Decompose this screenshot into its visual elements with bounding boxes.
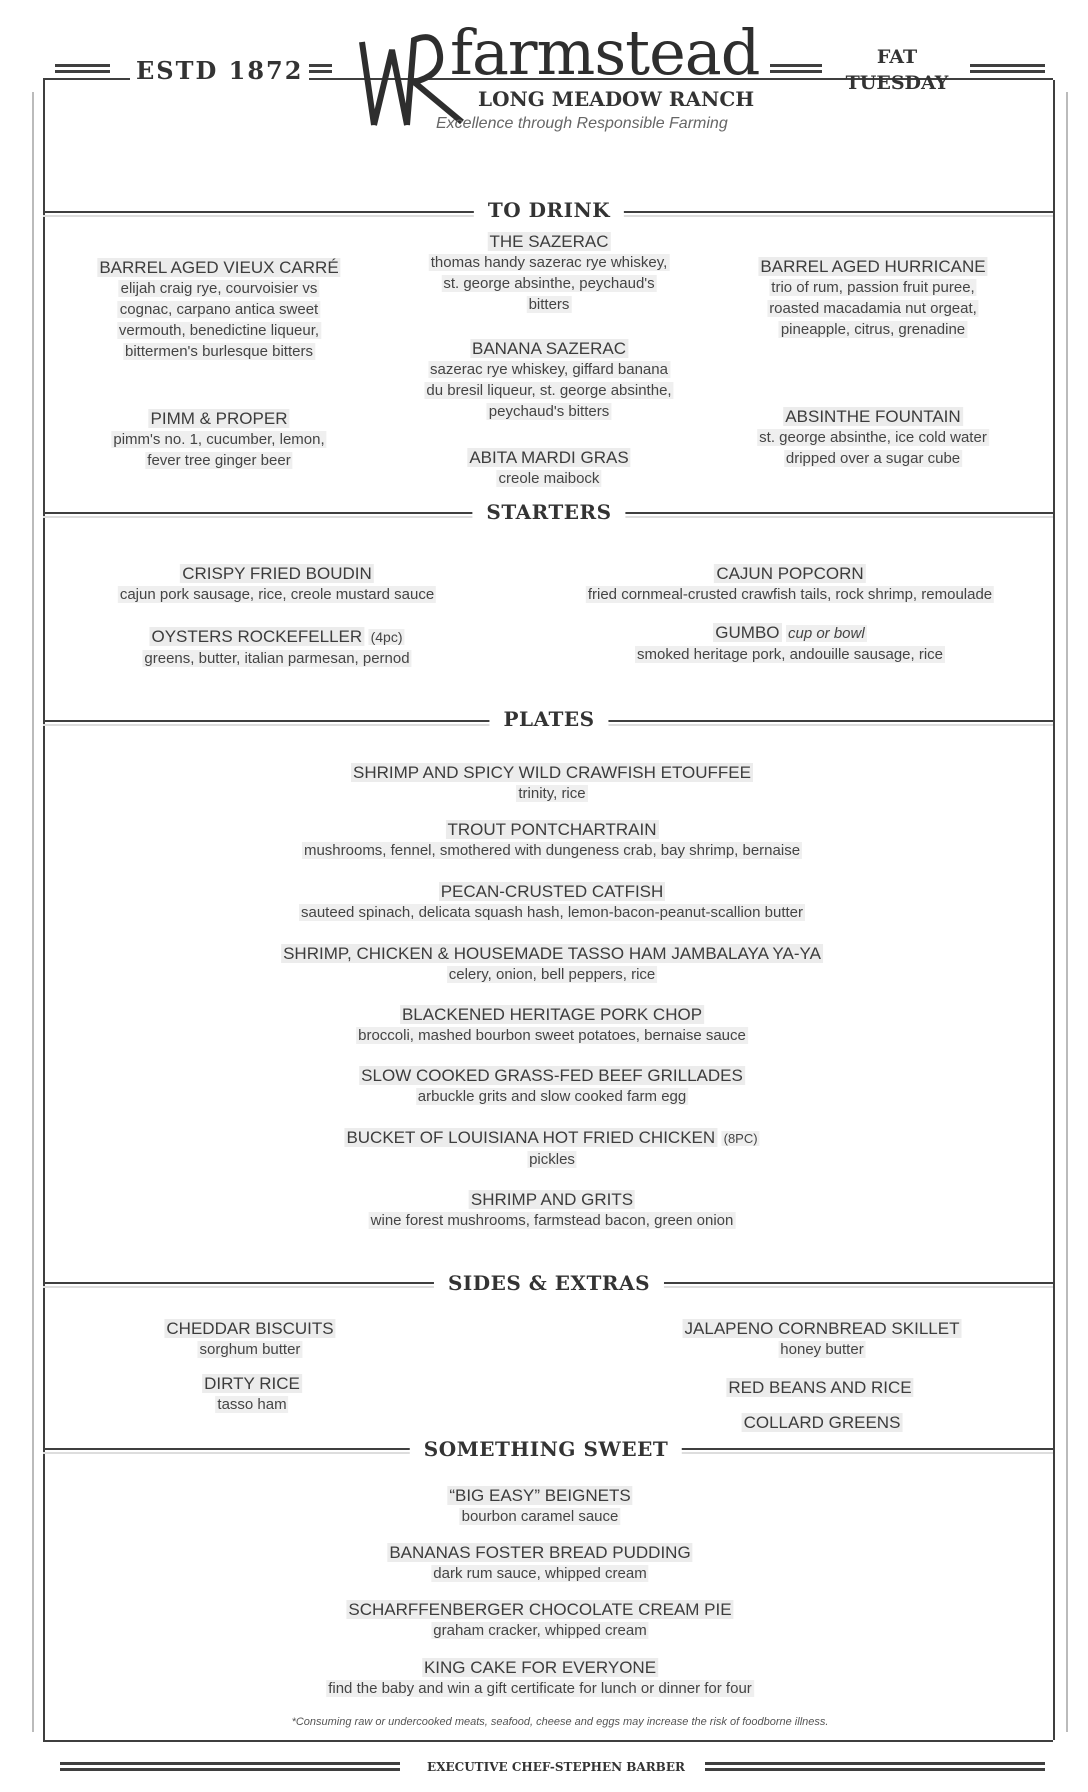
menu-item (202, 1373, 302, 1415)
item-name: BANANA SAZERAC (472, 339, 626, 358)
item-name: KING CAKE FOR EVERYONE (423, 1658, 657, 1677)
item-name: BLACKENED HERITAGE PORK CHOP (401, 1005, 703, 1024)
item-name: SHRIMP AND GRITS (470, 1190, 634, 1209)
tagline: Excellence through Responsible Farming (436, 115, 728, 132)
item-desc: mushrooms, fennel, smothered with dungeness crab, bay shrimp, bernaise (303, 842, 801, 859)
menu-item (359, 1065, 745, 1107)
item-desc: graham cracker, whipped cream (433, 1622, 647, 1639)
header-rule (55, 64, 110, 73)
item-note: (8PC) (723, 1131, 758, 1146)
item-desc: smoked heritage pork, andouille sausage, rice (636, 646, 944, 663)
menu-item (164, 1318, 335, 1360)
menu-item (758, 256, 987, 340)
food-safety-disclaimer: *Consuming raw or undercooked meats, seafood, cheese and eggs may increase the risk of foodborne illness. (291, 1716, 829, 1728)
item-desc: vermouth, benedictine liqueur, (118, 322, 320, 339)
item-name: SCHARFFENBERGER CHOCOLATE CREAM PIE (348, 1600, 732, 1619)
menu-item (369, 1189, 736, 1231)
item-name: BARREL AGED VIEUX CARRÉ (99, 258, 339, 277)
menu-item (346, 1599, 733, 1641)
menu-item (351, 762, 753, 804)
menu-item (683, 1318, 962, 1360)
menu-item (111, 408, 326, 471)
item-desc: pickles (529, 1151, 575, 1168)
item-name: DIRTY RICE (204, 1374, 300, 1393)
item-note: cup or bowl (787, 625, 865, 642)
item-desc: broccoli, mashed bourbon sweet potatoes, bernaise sauce (358, 1027, 746, 1044)
frame-outer-right (1066, 92, 1068, 1732)
menu-item (429, 231, 670, 315)
logo-subtitle: LONG MEADOW RANCH (478, 87, 755, 111)
item-desc: trinity, rice (518, 785, 586, 802)
item-desc: find the baby and win a gift certificate for lunch or dinner for four (328, 1680, 752, 1697)
item-name: JALAPENO CORNBREAD SKILLET (684, 1319, 960, 1338)
item-desc: sauteed spinach, delicata squash hash, lemon-bacon-peanut-scallion butter (301, 904, 803, 921)
menu-item (118, 563, 436, 605)
item-name: SHRIMP AND SPICY WILD CRAWFISH ETOUFFEE (353, 763, 751, 782)
frame-inner-left (43, 80, 45, 1740)
item-desc: fever tree ginger beer (147, 452, 291, 469)
menu-item (142, 626, 411, 669)
item-name: SLOW COOKED GRASS-FED BEEF GRILLADES (361, 1066, 743, 1085)
item-desc: dark rum sauce, whipped cream (433, 1565, 647, 1582)
section-heading-starters: STARTERS (472, 500, 625, 524)
item-name: “BIG EASY” BEIGNETS (449, 1486, 631, 1505)
item-desc: tasso ham (217, 1396, 287, 1413)
item-desc: st. george absinthe, peychaud's (443, 275, 655, 292)
menu-item (447, 1485, 632, 1527)
item-name: CAJUN POPCORN (716, 564, 864, 583)
footer-rule (60, 1762, 400, 1771)
item-desc: bittermen's burlesque bitters (125, 343, 313, 360)
item-desc: peychaud's bitters (488, 403, 610, 420)
logo-name: farmstead (450, 16, 760, 89)
established-label: ESTD 1872 (130, 56, 309, 85)
section-heading-plates: PLATES (489, 707, 608, 731)
item-desc: thomas handy sazerac rye whiskey, (430, 254, 668, 271)
item-desc: bitters (528, 296, 570, 313)
event-title-line: TUESDAY (845, 72, 949, 94)
item-desc: roasted macadamia nut orgeat, (769, 300, 977, 317)
item-desc: wine forest mushrooms, farmstead bacon, green onion (370, 1212, 734, 1229)
header-rule (770, 64, 822, 73)
footer-rule (705, 1762, 1045, 1771)
item-desc: elijah craig rye, courvoisier vs (120, 280, 318, 297)
menu-item (742, 1412, 903, 1433)
item-desc: arbuckle grits and slow cooked farm egg (417, 1088, 687, 1105)
item-name: BARREL AGED HURRICANE (760, 257, 986, 276)
item-name: GUMBO (715, 623, 780, 642)
item-name: SHRIMP, CHICKEN & HOUSEMADE TASSO HAM JAMBALAYA YA-YA (283, 944, 821, 963)
item-name: CRISPY FRIED BOUDIN (182, 564, 372, 583)
menu-item (97, 257, 340, 362)
menu-item (387, 1542, 692, 1584)
item-desc: st. george absinthe, ice cold water (759, 429, 987, 446)
item-desc: sorghum butter (199, 1341, 301, 1358)
menu-item (302, 819, 802, 861)
item-desc: celery, onion, bell peppers, rice (448, 966, 656, 983)
menu-item (356, 1004, 748, 1046)
menu-item (326, 1657, 754, 1699)
menu-item (299, 881, 805, 923)
item-name: PIMM & PROPER (150, 409, 288, 428)
item-desc: trio of rum, passion fruit puree, (771, 279, 975, 296)
menu-item (586, 563, 994, 605)
menu-item (726, 1377, 913, 1398)
item-desc: greens, butter, italian parmesan, pernod (144, 650, 410, 667)
item-name: PECAN-CRUSTED CATFISH (440, 882, 664, 901)
item-desc: fried cornmeal-crusted crawfish tails, rock shrimp, remoulade (587, 586, 993, 603)
frame-inner-right (1053, 80, 1055, 1740)
item-name: BUCKET OF LOUISIANA HOT FRIED CHICKEN (346, 1128, 716, 1147)
frame-bottom (43, 1740, 1053, 1742)
item-name: COLLARD GREENS (743, 1413, 901, 1432)
section-heading-sides: SIDES & EXTRAS (434, 1271, 664, 1295)
item-name: ABSINTHE FOUNTAIN (785, 407, 961, 426)
item-desc: pineapple, citrus, grenadine (780, 321, 966, 338)
item-name: BANANAS FOSTER BREAD PUDDING (389, 1543, 691, 1562)
item-desc: sazerac rye whiskey, giffard banana (430, 361, 668, 378)
menu-item (467, 447, 630, 489)
section-heading-to-drink: TO DRINK (474, 198, 624, 222)
menu-item (757, 406, 989, 469)
item-desc: creole maibock (498, 470, 600, 487)
menu-item (635, 622, 945, 665)
item-name: TROUT PONTCHARTRAIN (447, 820, 657, 839)
header-rule (970, 64, 1045, 73)
frame-outer-left (32, 92, 34, 1732)
section-heading-sweet: SOMETHING SWEET (410, 1437, 682, 1461)
item-desc: du bresil liqueur, st. george absinthe, (426, 382, 672, 399)
item-desc: honey butter (780, 1341, 864, 1358)
item-name: OYSTERS ROCKEFELLER (151, 627, 363, 646)
item-desc: bourbon caramel sauce (461, 1508, 619, 1525)
event-title (846, 44, 949, 96)
item-desc: dripped over a sugar cube (785, 450, 961, 467)
item-desc: pimm's no. 1, cucumber, lemon, (113, 431, 325, 448)
executive-chef-credit: EXECUTIVE CHEF-STEPHEN BARBER (427, 1760, 685, 1774)
menu-item (344, 1127, 759, 1170)
item-desc: cajun pork sausage, rice, creole mustard sauce (119, 586, 435, 603)
item-name: CHEDDAR BISCUITS (166, 1319, 334, 1338)
menu-item (424, 338, 673, 422)
item-name: THE SAZERAC (489, 232, 609, 251)
menu-item (281, 943, 823, 985)
item-name: ABITA MARDI GRAS (469, 448, 629, 467)
event-title-line: FAT (876, 46, 918, 68)
item-desc: cognac, carpano antica sweet (119, 301, 319, 318)
item-note: (4pc) (370, 629, 403, 645)
item-name: RED BEANS AND RICE (728, 1378, 912, 1397)
